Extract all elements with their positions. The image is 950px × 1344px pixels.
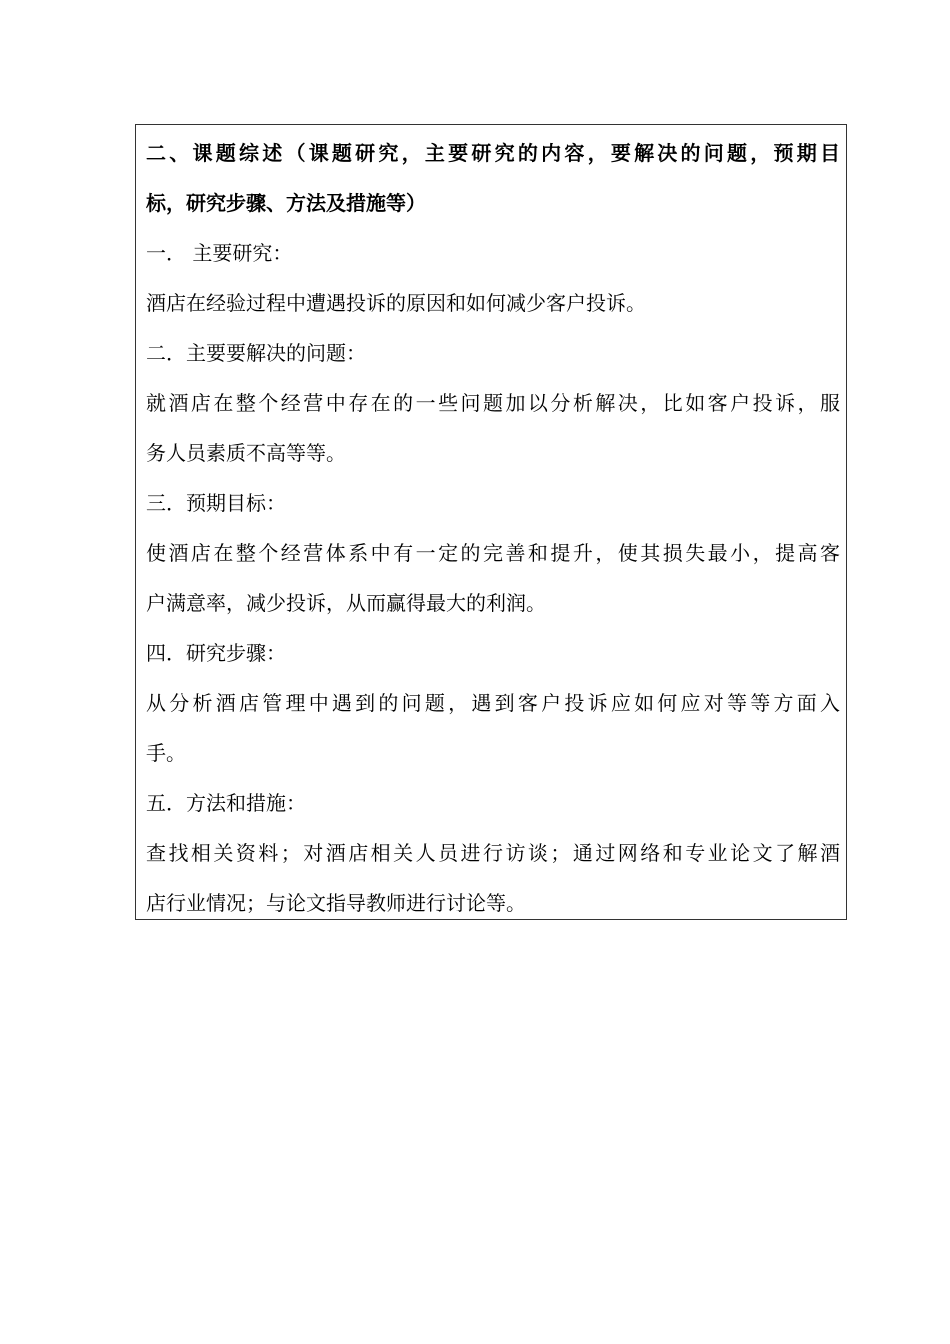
- item-4-title: 四．研究步骤：: [146, 641, 286, 665]
- section-heading-line-1: 二、课题综述（课题研究，主要研究的内容，要解决的问题，预期目: [146, 141, 840, 165]
- item-5-body-line-2: 店行业情况；与论文指导教师进行讨论等。: [146, 891, 526, 915]
- item-2-title: 二．主要要解决的问题：: [146, 341, 366, 365]
- item-3-body-line-1: 使酒店在整个经营体系中有一定的完善和提升，使其损失最小，提高客: [146, 541, 840, 565]
- item-4-body-line-1: 从分析酒店管理中遇到的问题，遇到客户投诉应如何应对等等方面入: [146, 691, 840, 715]
- item-4-body-line-2: 手。: [146, 741, 186, 765]
- item-5-title: 五．方法和措施：: [146, 791, 306, 815]
- section-heading-line-2: 标，研究步骤、方法及措施等）: [146, 191, 426, 215]
- review-section-box: [135, 124, 847, 920]
- item-2-body-line-1: 就酒店在整个经营中存在的一些问题加以分析解决，比如客户投诉，服: [146, 391, 840, 415]
- item-1-body-line-1: 酒店在经验过程中遭遇投诉的原因和如何减少客户投诉。: [146, 291, 646, 315]
- item-3-title: 三．预期目标：: [146, 491, 286, 515]
- item-3-body-line-2: 户满意率，减少投诉，从而赢得最大的利润。: [146, 591, 546, 615]
- item-1-title: 一． 主要研究：: [146, 241, 293, 265]
- item-5-body-line-1: 查找相关资料；对酒店相关人员进行访谈；通过网络和专业论文了解酒: [146, 841, 840, 865]
- item-2-body-line-2: 务人员素质不高等等。: [146, 441, 346, 465]
